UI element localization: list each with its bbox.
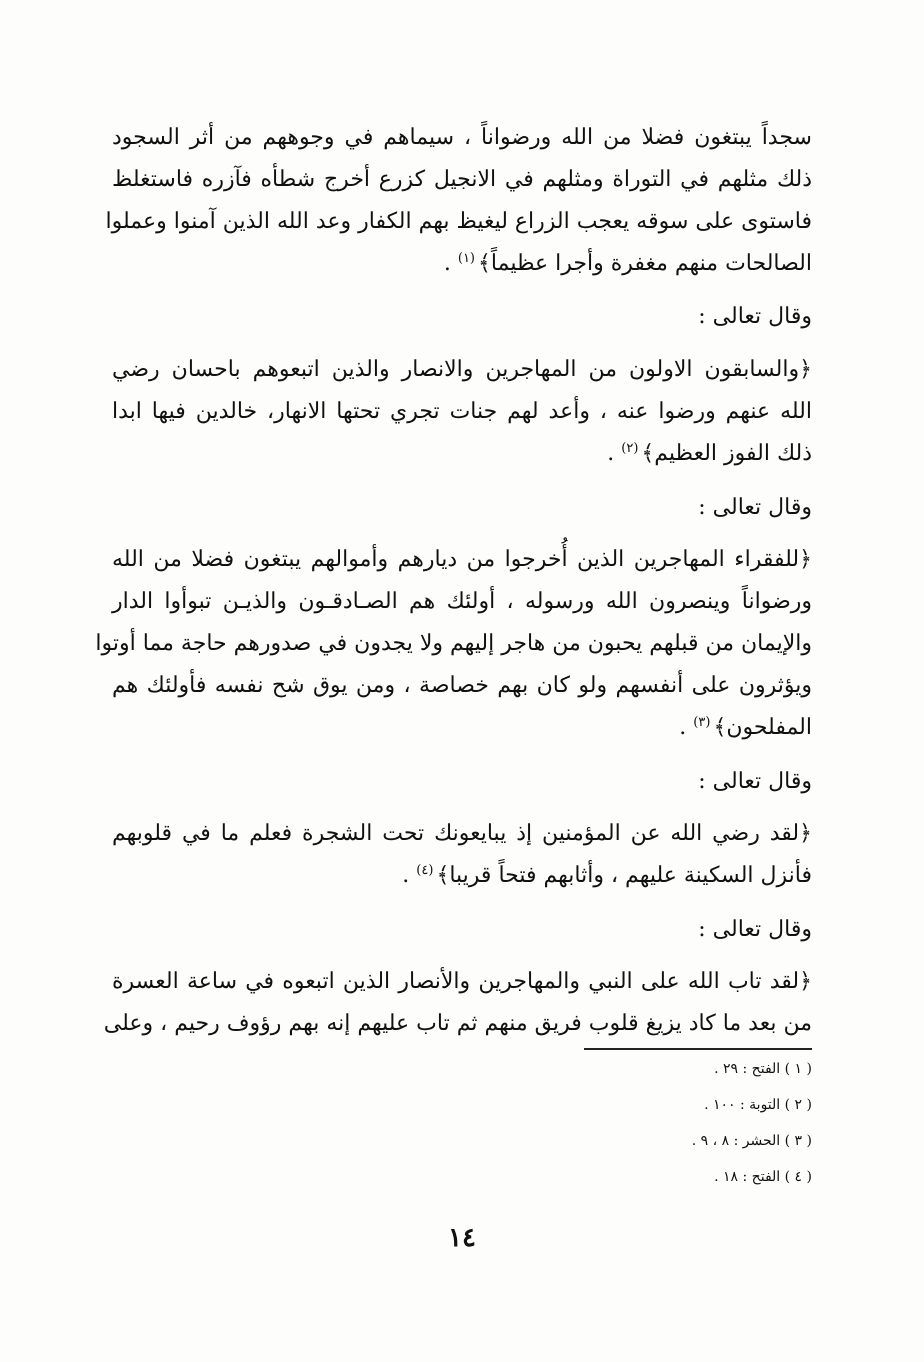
body-line-text: وقال تعالى : [698, 769, 812, 794]
body-line-text: ﴿للفقراء المهاجرين الذين أُخرجوا من ديارهم وأموالهم يبتغون فضلا من الله [112, 547, 812, 572]
footnote-reference: (٣) [693, 714, 711, 730]
footnote-item: ( ١ ) الفتح : ٢٩ . [714, 1061, 812, 1077]
verse-intro-heading [112, 762, 812, 802]
body-line-text: الله عنهم ورضوا عنه ، وأعد لهم جنات تجري تحتها الانهار، خالدين فيها ابدا [112, 399, 812, 424]
body-line [112, 962, 812, 1002]
body-line [112, 582, 812, 622]
body-line-text: والإيمان من قبلهم يحبون من هاجر إليهم ولا يجدون في صدورهم حاجة مما أوتوا [95, 631, 812, 656]
body-line-text: من بعد ما كاد يزيغ قلوب فريق منهم ثم تاب عليهم إنه بهم رؤوف رحيم ، وعلى [103, 1011, 812, 1036]
footnote-separator [584, 1048, 812, 1050]
body-line [112, 160, 812, 200]
body-line-text: وقال تعالى : [698, 495, 812, 520]
body-line [112, 434, 812, 474]
body-line [112, 350, 812, 390]
body-line [103, 1004, 812, 1044]
verse-intro-heading [112, 297, 812, 337]
body-line [95, 624, 812, 664]
body-line-text: ذلك الفوز العظيم﴾ [641, 441, 812, 466]
body-line [112, 856, 812, 896]
body-line-text: ﴿لقد رضي الله عن المؤمنين إذ يبايعونك تحت الشجرة فعلم ما في قلوبهم [112, 821, 812, 846]
body-line [112, 814, 812, 854]
body-line [112, 244, 812, 284]
footnote-reference: (١) [457, 250, 475, 266]
verse-intro-heading [112, 910, 812, 950]
body-line-text: ﴿لقد تاب الله على النبي والمهاجرين والأنصار الذين اتبعوه في ساعة العسرة [112, 969, 812, 994]
body-line [112, 118, 812, 158]
footnote-item: ( ٢ ) التوبة : ١٠٠ . [704, 1097, 812, 1113]
body-line-text: المفلحون﴾ [713, 715, 812, 740]
line-end-punctuation: . [679, 715, 694, 740]
body-line-text: وقال تعالى : [698, 917, 812, 942]
body-line-text: فأنزل السكينة عليهم ، وأثابهم فتحاً قريبا﴾ [436, 863, 812, 888]
page-number: ١٤ [448, 1223, 476, 1253]
line-end-punctuation: . [443, 251, 458, 276]
body-line [112, 392, 812, 432]
body-line-text: سجداً يبتغون فضلا من الله ورضواناً ، سيماهم في وجوههم من أثر السجود [112, 125, 812, 150]
body-line-text: ﴿والسابقون الاولون من المهاجرين والانصار والذين اتبعوهم باحسان رضي [112, 357, 812, 382]
body-line-text: ويؤثرون على أنفسهم ولو كان بهم خصاصة ، ومن يوق شح نفسه فأولئك هم [112, 673, 812, 698]
body-line-text: ذلك مثلهم في التوراة ومثلهم في الانجيل كزرع أخرج شطأه فآزره فاستغلظ [112, 167, 812, 192]
verse-intro-heading [112, 488, 812, 528]
footnote-item: ( ٣ ) الحشر : ٨ ، ٩ . [691, 1133, 812, 1149]
line-end-punctuation: . [402, 863, 417, 888]
body-line [105, 202, 812, 242]
body-line [112, 540, 812, 580]
body-line-text: الصالحات منهم مغفرة وأجرا عظيماً﴾ [478, 251, 812, 276]
footnote-reference: (٢) [621, 440, 639, 456]
body-line [112, 708, 812, 748]
body-line-text: وقال تعالى : [698, 304, 812, 329]
line-end-punctuation: . [607, 441, 622, 466]
body-line-text: ورضواناً وينصرون الله ورسوله ، أولئك هم الصـادقـون والذيـن تبوأوا الدار [112, 589, 812, 614]
footnote-item: ( ٤ ) الفتح : ١٨ . [714, 1169, 812, 1185]
body-line-text: فاستوى على سوقه يعجب الزراع ليغيظ بهم الكفار وعد الله الذين آمنوا وعملوا [105, 209, 812, 234]
body-line [112, 666, 812, 706]
footnote-reference: (٤) [416, 862, 434, 878]
